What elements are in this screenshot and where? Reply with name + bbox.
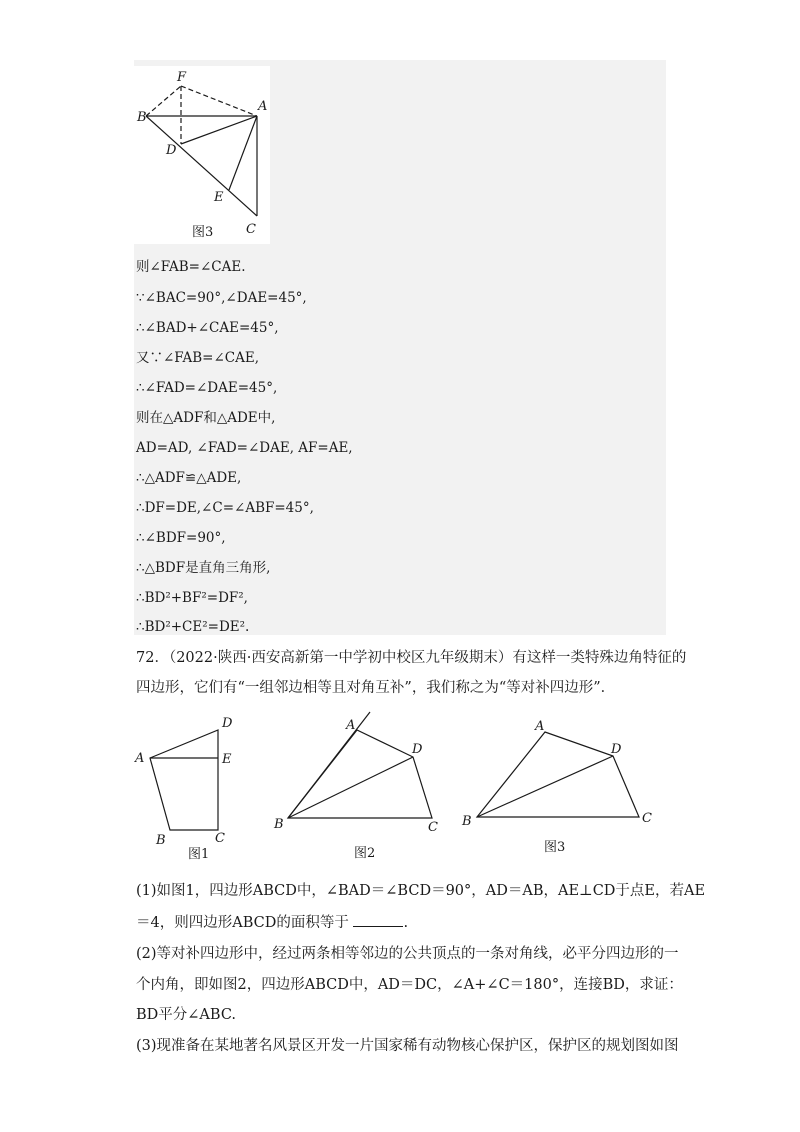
- fig3-label-C: C: [642, 811, 652, 826]
- fig1-label-A: A: [135, 751, 145, 766]
- part1-line-2-text: ＝4，则四边形ABCD的面积等于: [136, 915, 349, 931]
- label-E: E: [214, 190, 224, 205]
- question-intro-line-2: 四边形，它们有“一组邻边相等且对角互补”，我们称之为“等对补四边形”．: [136, 680, 616, 696]
- solution-line: AD=AD, ∠FAD=∠DAE, AF=AE,: [136, 440, 353, 456]
- fig1-caption: 图1: [188, 847, 210, 862]
- answer-blank: [353, 912, 403, 927]
- solution-line: ∴DF=DE,∠C=∠ABF=45°,: [136, 500, 314, 516]
- label-B: B: [137, 110, 147, 125]
- part2-line-2: 个内角，即如图2，四边形ABCD中，AD＝DC，∠A+∠C＝180°，连接BD，求证：: [136, 977, 683, 993]
- fig1-label-D: D: [222, 716, 233, 731]
- part1-line-1: (1)如图1，四边形ABCD中，∠BAD＝∠BCD＝90°，AD＝AB，AE⊥CD于点E，若AE: [136, 883, 706, 899]
- fig1-label-B: B: [156, 833, 166, 848]
- fig2-label-D: D: [412, 742, 423, 757]
- fig3-caption: 图3: [544, 840, 566, 855]
- figure-3: [460, 710, 660, 860]
- figure-1: [130, 710, 240, 860]
- solution-line: ∴△BDF是直角三角形,: [136, 560, 271, 576]
- fig1-label-E: E: [222, 752, 232, 767]
- part1-line-2: [136, 912, 408, 933]
- fig3-label-D: D: [611, 742, 622, 757]
- part2-line-1: (2)等对补四边形中，经过两条相等邻边的公共顶点的一条对角线，必平分四边形的一: [136, 946, 679, 962]
- solution-line: ∴BD²+CE²=DE².: [136, 619, 250, 635]
- fig2-caption: 图2: [354, 846, 376, 861]
- question-intro-line-1: 72．（2022·陕西·西安高新第一中学初中校区九年级期末）有这样一类特殊边角特征的: [136, 650, 687, 666]
- solution-line: 则在△ADF和△ADE中,: [136, 410, 276, 426]
- part3-line-1: (3)现准备在某地著名风景区开发一片国家稀有动物核心保护区，保护区的规划图如图: [136, 1038, 679, 1054]
- solution-line: ∴∠FAD=∠DAE=45°,: [136, 380, 278, 396]
- solution-line: ∵∠BAC=90°,∠DAE=45°,: [136, 290, 307, 306]
- label-A: A: [258, 99, 268, 114]
- figure-2: [270, 710, 450, 860]
- solution-line: ∴△ADF≌△ADE,: [136, 470, 242, 486]
- fig2-label-B: B: [274, 817, 284, 832]
- part1-period: .: [403, 915, 409, 931]
- fig2-label-C: C: [428, 820, 438, 835]
- figure-caption: 图3: [192, 225, 214, 240]
- label-D: D: [166, 143, 177, 158]
- fig3-label-A: A: [535, 719, 545, 734]
- solution-line: 则∠FAB=∠CAE.: [136, 259, 246, 275]
- figure-3-top: [134, 66, 270, 244]
- label-F: F: [177, 70, 187, 85]
- solution-line: ∴∠BAD+∠CAE=45°,: [136, 320, 279, 336]
- part2-line-3: BD平分∠ABC.: [136, 1007, 237, 1023]
- solution-line: 又∵∠FAB=∠CAE,: [136, 350, 260, 366]
- solution-line: ∴∠BDF=90°,: [136, 530, 226, 546]
- fig2-label-A: A: [346, 718, 356, 733]
- label-C: C: [246, 222, 256, 237]
- fig1-label-C: C: [215, 831, 225, 846]
- solution-line: ∴BD²+BF²=DF²,: [136, 590, 248, 606]
- fig3-label-B: B: [462, 814, 472, 829]
